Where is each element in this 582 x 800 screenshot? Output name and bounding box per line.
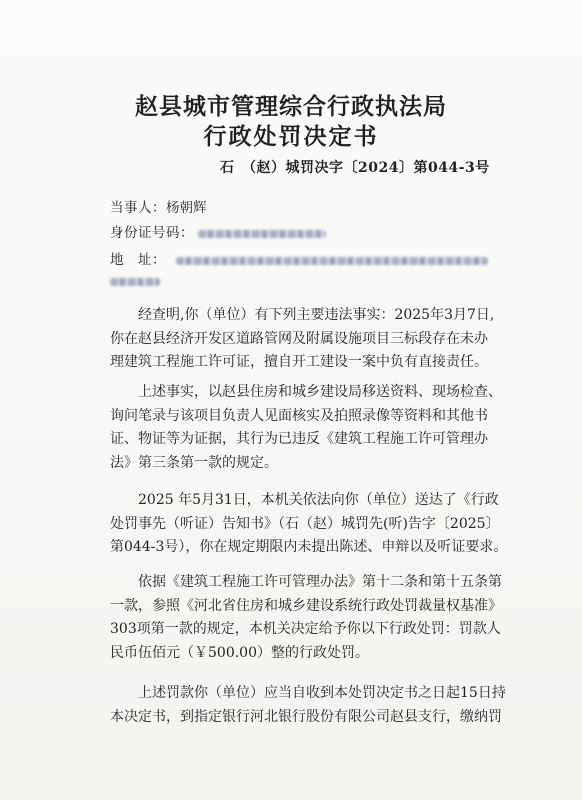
paragraph-notice: [110, 489, 512, 560]
paragraph-penalty: [110, 571, 512, 665]
address-redacted: [176, 257, 488, 265]
address-row: [110, 248, 488, 268]
text-line: 你在赵县经济开发区道路管网及附属设施项目三标段存在未办: [110, 330, 488, 347]
text-line: 一款，参照《河北省住房和城乡建设系统行政处罚裁量权基准》: [110, 597, 502, 614]
id-number-label: 身份证号码：: [110, 225, 194, 241]
id-number-row: [110, 221, 326, 241]
text-line: 理建筑工程施工许可证，擅自开工建设一案中负有直接责任。: [110, 354, 488, 370]
text-line: 依据《建筑工程施工许可管理办法》第十二条和第十五条第: [138, 574, 502, 590]
text-line: 2025 年5月31日，本机关依法向你（单位）送达了《行政: [138, 492, 499, 508]
party-name-row: [110, 196, 207, 216]
address-row-continued: [110, 273, 160, 289]
party-name-label: 当事人：: [110, 200, 166, 216]
id-number-redacted: [198, 230, 326, 238]
paragraph-evidence: [110, 381, 512, 475]
text-line: 上述事实，以赵县住房和城乡建设局移送资料、现场检查、: [138, 384, 502, 400]
text-line: 民币伍佰元（￥500.00）整的行政处罚。: [110, 644, 369, 661]
text-line: 处罚事先（听证）告知书》（石（赵）城罚先(听)告字〔2025〕: [110, 515, 500, 532]
text-line: 经查明,你（单位）有下列主要违法事实：2025年3月7日,: [138, 307, 495, 323]
text-line: 本决定书，到指定银行河北银行股份有限公司赵县支行，缴纳罚: [110, 708, 502, 725]
document-title: 行政处罚决定书: [203, 123, 379, 150]
address-label: 地 址：: [110, 252, 166, 268]
issuing-authority-title: 赵县城市管理综合行政执法局: [135, 93, 447, 120]
text-line: 上述罚款你（单位）应当自收到本处罚决定书之日起15日持: [138, 685, 506, 701]
address-redacted-continued: [110, 278, 160, 286]
text-line: 证、物证等为证据，其行为已违反《建筑工程施工许可管理办: [110, 431, 488, 447]
paragraph-facts: [110, 304, 512, 375]
text-line: 询问笔录与该项目负责人见面核实及拍照录像等资料和其他书: [110, 407, 488, 424]
party-name-value: 杨朝辉: [166, 200, 207, 216]
text-line: 第044-3号），你在规定期限内未提出陈述、申辩以及听证要求。: [110, 539, 508, 555]
paragraph-payment: [110, 682, 512, 729]
document-number: 石 （赵）城罚决字〔2024〕第044-3号: [220, 160, 490, 176]
text-line: 303项第一款的规定，本机关决定给予你以下行政处罚：罚款人: [110, 621, 501, 637]
text-line: 法》第三条第一款的规定。: [110, 454, 278, 471]
